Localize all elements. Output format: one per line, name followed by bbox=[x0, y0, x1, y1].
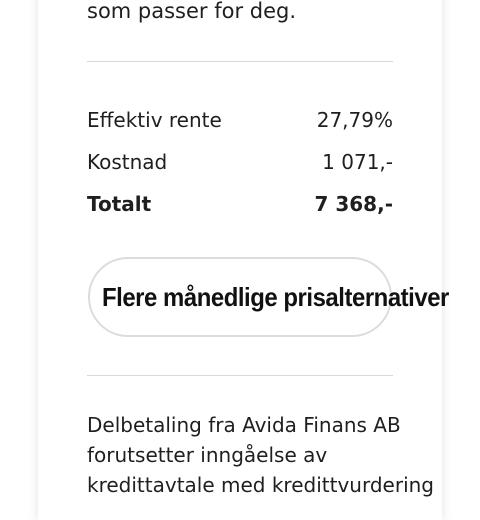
cost-label: Kostnad bbox=[87, 150, 168, 174]
total-label: Totalt bbox=[87, 192, 152, 216]
effective-rate-label: Effektiv rente bbox=[87, 108, 222, 132]
disclaimer-line-3: kredittavtale med kredittvurdering bbox=[87, 473, 434, 497]
row-effective-rate bbox=[87, 104, 393, 136]
total-value: 7 368,- bbox=[314, 192, 393, 216]
disclaimer-line-1: Delbetaling fra Avida Finans AB bbox=[87, 413, 401, 437]
more-monthly-price-options-label: Flere månedlige prisalternativer bbox=[102, 282, 449, 312]
disclaimer-line-2: forutsetter inngåelse av bbox=[87, 443, 328, 467]
divider-top bbox=[87, 61, 393, 62]
more-monthly-price-options-button[interactable] bbox=[88, 257, 449, 337]
intro-text: som passer for deg. bbox=[87, 0, 297, 23]
row-total bbox=[87, 188, 393, 220]
row-cost bbox=[87, 146, 393, 178]
divider-bottom bbox=[87, 375, 393, 376]
effective-rate-value: 27,79% bbox=[316, 108, 393, 132]
cost-value: 1 071,- bbox=[322, 150, 393, 174]
financing-disclaimer bbox=[87, 410, 434, 500]
